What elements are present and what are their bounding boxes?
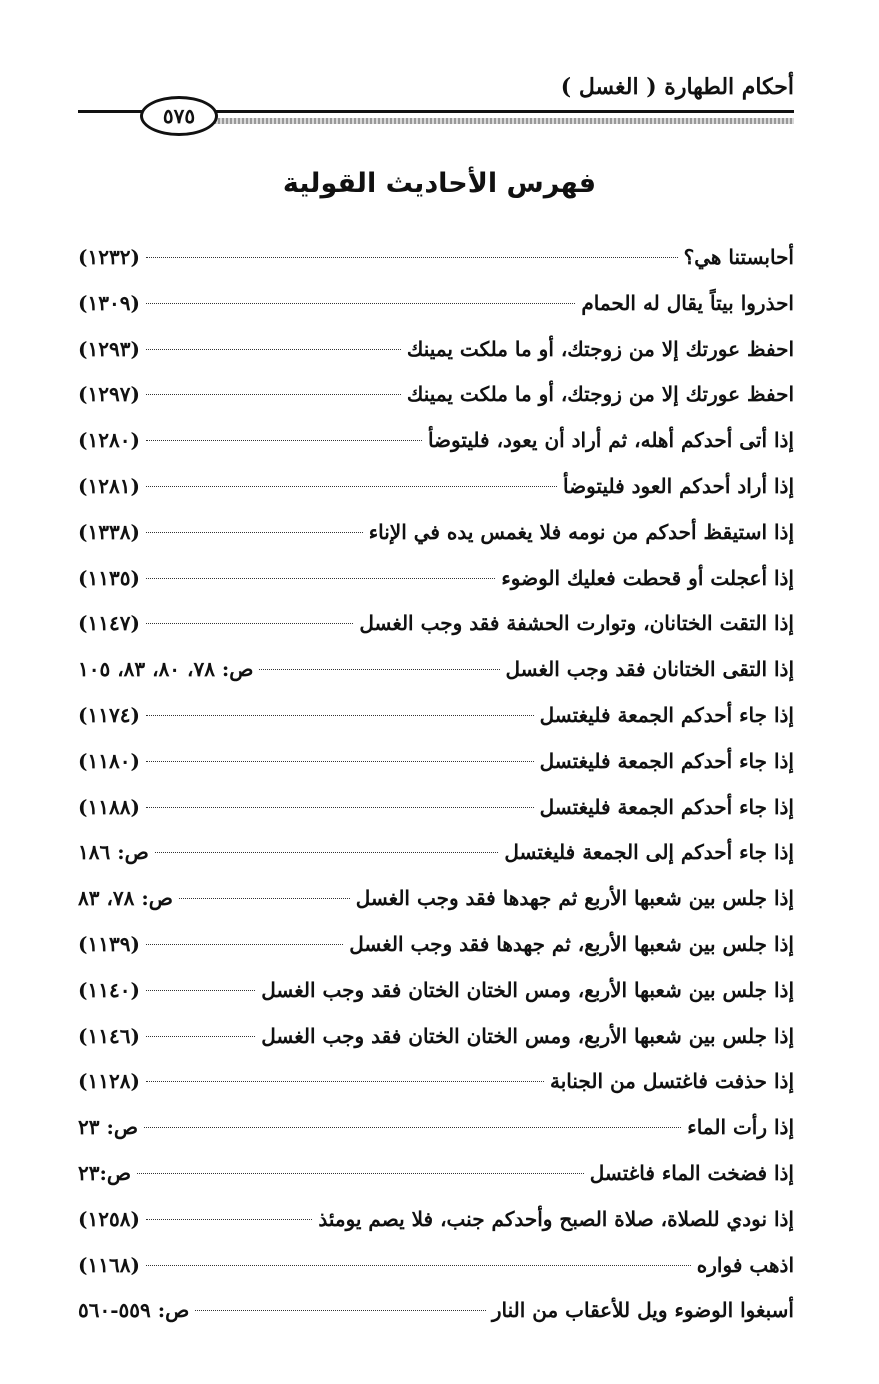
index-entry (78, 968, 794, 1014)
index-entry (78, 327, 794, 373)
hadith-index-list (78, 235, 794, 1334)
dot-leader (146, 257, 678, 258)
entry-text: اذهب فواره (696, 1252, 794, 1277)
dot-leader (146, 486, 557, 487)
entry-text: إذا جاء أحدكم الجمعة فليغتسل (539, 702, 794, 727)
entry-reference: (١١٢٨) (78, 1069, 140, 1094)
index-entry (78, 1151, 794, 1197)
index-entry (78, 922, 794, 968)
entry-text: إذا نودي للصلاة، صلاة الصبح وأحدكم جنب، فلا يصم يومئذ (318, 1206, 794, 1231)
entry-text: إذا جلس بين شعبها الأربع، ثم جهدها فقد وجب الغسل (349, 931, 794, 956)
page-number-text: ٥٧٥ (162, 104, 196, 128)
index-entry (78, 1105, 794, 1151)
index-entry (78, 1014, 794, 1060)
entry-text: إذا استيقظ أحدكم من نومه فلا يغمس يده في الإناء (368, 519, 794, 544)
entry-text: إذا أعجلت أو قحطت فعليك الوضوء (501, 565, 794, 590)
entry-text: أحابستنا هي؟ (683, 245, 794, 269)
entry-text: إذا جاء أحدكم الجمعة فليغتسل (539, 748, 794, 773)
entry-reference: (١٢٩٧) (78, 382, 140, 407)
entry-reference: (١١٨٠) (78, 748, 140, 773)
entry-text: إذا حذفت فاغتسل من الجنابة (550, 1069, 794, 1094)
index-entry (78, 1243, 794, 1289)
index-entry (78, 510, 794, 556)
dot-leader (146, 623, 353, 624)
entry-reference: (١٢٨١) (78, 473, 140, 498)
entry-reference: ص:٢٣ (78, 1160, 132, 1185)
entry-text: إذا التقت الختانان، وتوارت الحشفة فقد وجب الغسل (359, 611, 794, 636)
dot-leader (146, 1265, 691, 1266)
header-rule-shading (198, 118, 794, 124)
section-title: فهرس الأحاديث القولية (282, 168, 597, 199)
dot-leader (144, 1127, 681, 1128)
entry-reference: (١٢٣٢) (78, 245, 140, 269)
dot-leader (146, 1081, 544, 1082)
entry-text: أسبغوا الوضوء ويل للأعقاب من النار (491, 1298, 794, 1323)
entry-text: إذا جاء أحدكم إلى الجمعة فليغتسل (504, 840, 794, 865)
dot-leader (137, 1173, 584, 1174)
index-entry (78, 601, 794, 647)
entry-reference: ص: ٧٨، ٨٣ (78, 886, 173, 911)
index-entry (78, 876, 794, 922)
entry-text: إذا أتى أحدكم أهله، ثم أراد أن يعود، فليتوضأ (427, 428, 794, 453)
index-entry (78, 739, 794, 785)
dot-leader (146, 349, 401, 350)
dot-leader (146, 578, 495, 579)
entry-text: إذا التقى الختانان فقد وجب الغسل (505, 657, 794, 682)
index-entry (78, 1197, 794, 1243)
entry-text: إذا جلس بين شعبها الأربع ثم جهدها فقد وجب الغسل (355, 886, 794, 911)
entry-reference: (١١٤٧) (78, 611, 140, 636)
entry-reference: (١١٤٠) (78, 977, 140, 1002)
entry-text: إذا رأت الماء (687, 1115, 794, 1140)
dot-leader (146, 303, 575, 304)
dot-leader (146, 440, 422, 441)
entry-text: إذا أراد أحدكم العود فليتوضأ (563, 473, 794, 498)
dot-leader (146, 761, 534, 762)
index-entry (78, 1288, 794, 1334)
entry-reference: (١٢٥٨) (78, 1206, 140, 1231)
index-entry (78, 418, 794, 464)
entry-reference: (١٣٣٨) (78, 519, 140, 544)
dot-leader (146, 394, 401, 395)
entry-reference: (١١٣٥) (78, 565, 140, 590)
dot-leader (146, 1219, 312, 1220)
entry-reference: (١١٦٨) (78, 1252, 140, 1277)
dot-leader (146, 944, 343, 945)
entry-text: إذا فضخت الماء فاغتسل (589, 1160, 794, 1185)
index-entry (78, 830, 794, 876)
entry-reference: (١١٧٤) (78, 702, 140, 727)
running-title: أحكام الطهارة ( الغسل ) (560, 74, 794, 100)
entry-text: إذا جلس بين شعبها الأربع، ومس الختان الختان فقد وجب الغسل (261, 1023, 794, 1048)
entry-reference: ص: ٧٨، ٨٠، ٨٣، ١٠٥ (78, 657, 254, 682)
index-entry (78, 647, 794, 693)
dot-leader (146, 532, 363, 533)
entry-text: احفظ عورتك إلا من زوجتك، أو ما ملكت يمينك (406, 336, 794, 361)
page-header (78, 70, 794, 130)
entry-reference: (١٢٩٣) (78, 336, 140, 361)
entry-reference: ص: ٢٣ (78, 1115, 139, 1140)
entry-text: إذا جلس بين شعبها الأربع، ومس الختان الختان فقد وجب الغسل (261, 977, 794, 1002)
entry-reference: (١٣٠٩) (78, 290, 140, 315)
entry-text: إذا جاء أحدكم الجمعة فليغتسل (539, 794, 794, 819)
dot-leader (259, 669, 499, 670)
dot-leader (146, 1036, 255, 1037)
index-entry (78, 235, 794, 281)
entry-reference: ص: ٥٥٩-٥٦٠ (78, 1298, 190, 1323)
page-number (140, 96, 218, 136)
entry-text: احفظ عورتك إلا من زوجتك، أو ما ملكت يمينك (406, 382, 794, 407)
dot-leader (195, 1310, 486, 1311)
index-entry (78, 372, 794, 418)
index-entry (78, 464, 794, 510)
entry-reference: ص: ١٨٦ (78, 840, 149, 865)
entry-reference: (١١٣٩) (78, 931, 140, 956)
entry-reference: (١١٨٨) (78, 794, 140, 819)
index-entry (78, 281, 794, 327)
entry-reference: (١١٤٦) (78, 1023, 140, 1048)
dot-leader (179, 898, 350, 899)
entry-reference: (١٢٨٠) (78, 428, 140, 453)
index-entry (78, 1059, 794, 1105)
index-entry (78, 785, 794, 831)
entry-text: احذروا بيتاً يقال له الحمام (581, 290, 794, 315)
index-entry (78, 556, 794, 602)
dot-leader (146, 807, 534, 808)
dot-leader (155, 852, 499, 853)
index-entry (78, 693, 794, 739)
dot-leader (146, 990, 255, 991)
dot-leader (146, 715, 534, 716)
